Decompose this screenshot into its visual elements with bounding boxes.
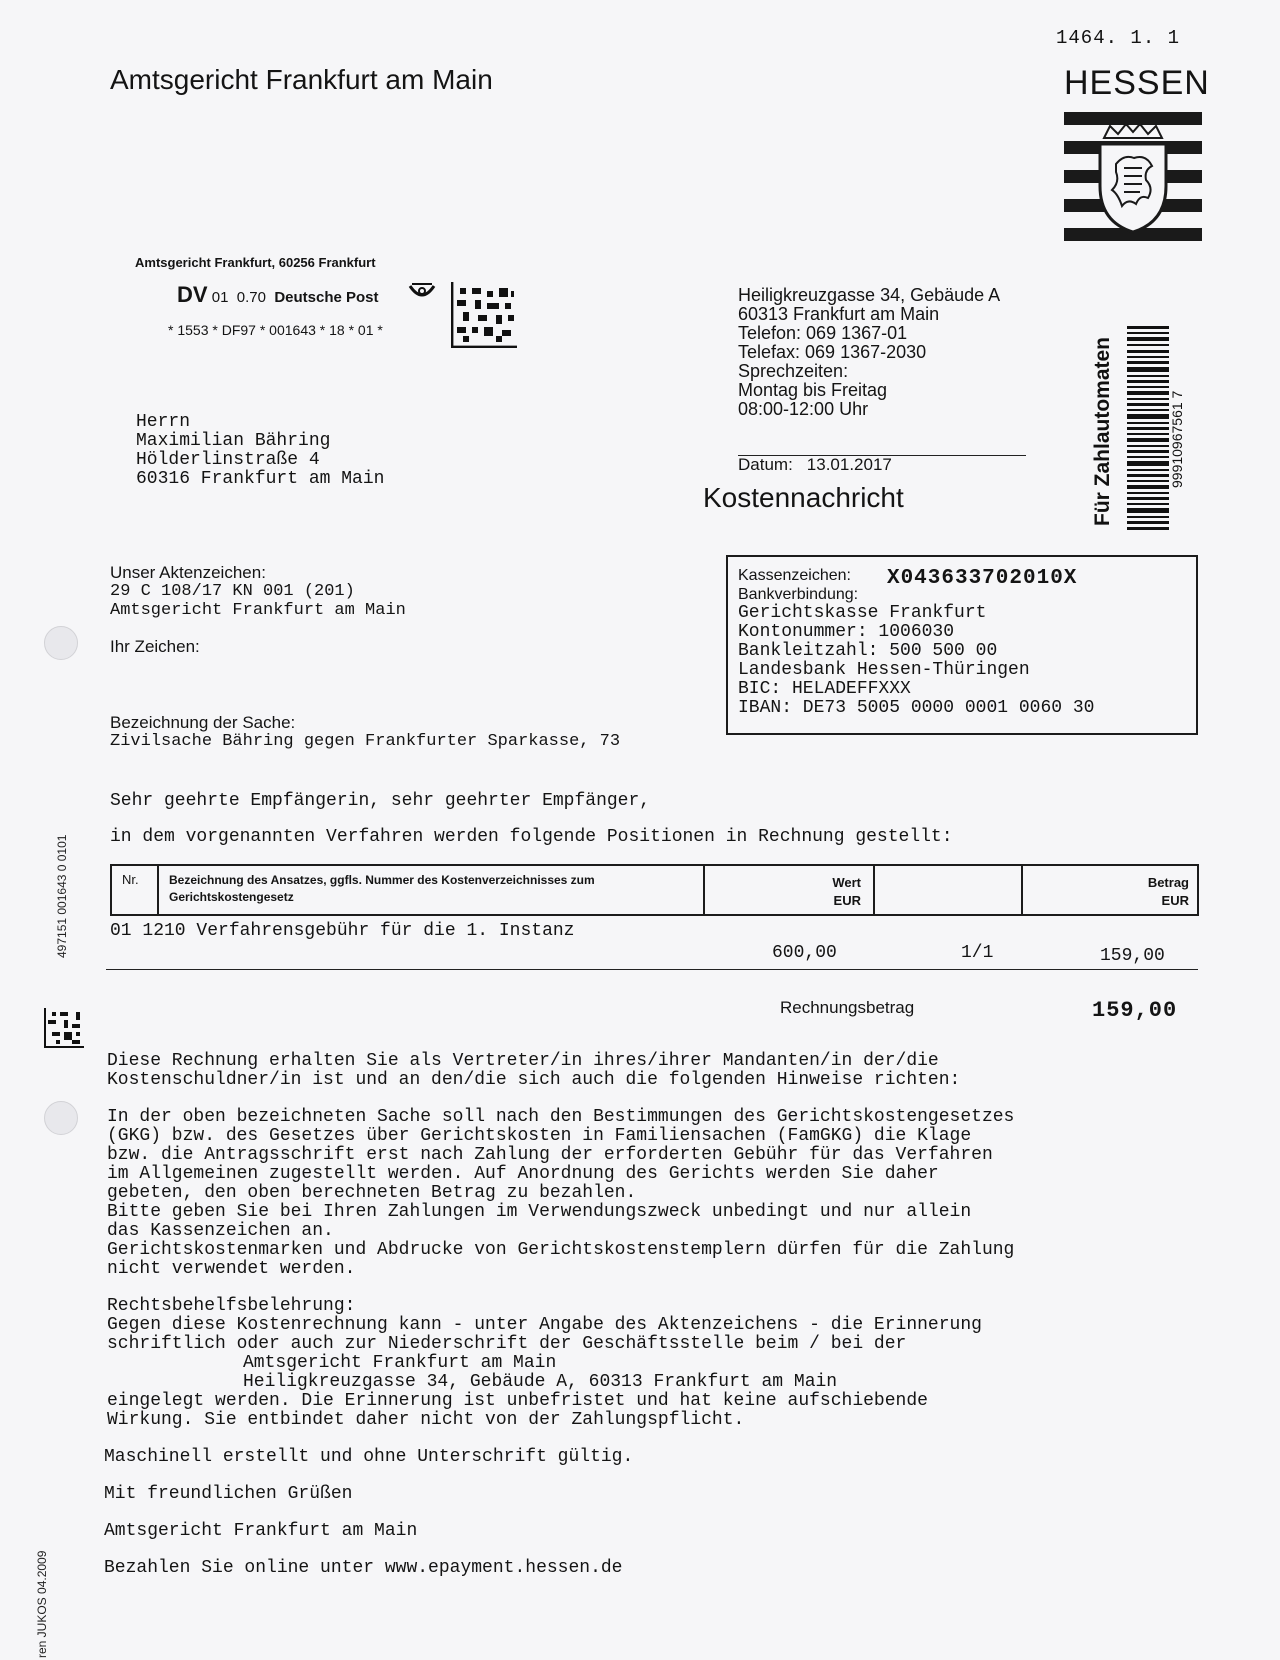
position-faktor: 1/1 bbox=[961, 943, 994, 963]
note-line: Wirkung. Sie entbindet daher nicht von der Zahlungspflicht. bbox=[107, 1410, 745, 1430]
recipient-address bbox=[136, 413, 384, 489]
notes bbox=[107, 1052, 1014, 1430]
court-address-line: Sprechzeiten: bbox=[738, 361, 849, 381]
court-heading: Amtsgericht Frankfurt am Main bbox=[110, 64, 493, 95]
your-reference-label: Ihr Zeichen: bbox=[110, 637, 200, 656]
margin-reference-text: 497151 001643 0 0101 bbox=[55, 834, 69, 958]
small-datamatrix-icon bbox=[44, 1008, 84, 1048]
kassenzeichen-label: Kassenzeichen: bbox=[738, 567, 851, 584]
position-rule bbox=[106, 969, 1198, 970]
datamatrix-code-icon bbox=[451, 282, 517, 348]
note-line: Gegen diese Kostenrechnung kann - unter Angabe des Aktenzeichens - die Erinnerung bbox=[107, 1315, 982, 1335]
matter-value: Zivilsache Bähring gegen Frankfurter Sparkasse, 73 bbox=[110, 732, 621, 751]
header-wert bbox=[705, 866, 875, 914]
note-line: nicht verwendet werden. bbox=[107, 1259, 356, 1279]
barcode-number bbox=[1168, 370, 1186, 490]
date-value: 13.01.2017 bbox=[806, 455, 892, 474]
postage-number: 01 bbox=[211, 289, 229, 306]
file-reference bbox=[110, 563, 406, 620]
kassenzeichen-value: X043633702010X bbox=[886, 567, 1078, 590]
court-address-line: Heiligkreuzgasse 34, Gebäude A bbox=[738, 285, 1001, 305]
header-betrag-label: Betrag bbox=[1147, 875, 1189, 890]
recipient-line: Hölderlinstraße 4 bbox=[136, 450, 320, 470]
total-value: 159,00 bbox=[1092, 998, 1178, 1023]
recipient-line: Herrn bbox=[136, 412, 191, 432]
post-horn-icon bbox=[408, 282, 436, 306]
total-label: Rechnungsbetrag bbox=[780, 998, 915, 1017]
document-number: 1464. 1. 1 bbox=[1056, 27, 1181, 49]
note-line: das Kassenzeichen an. bbox=[107, 1221, 334, 1241]
bank-line: Bankleitzahl: 500 500 00 bbox=[738, 641, 998, 661]
margin-form-id-text: ren JUKOS 04.2009 bbox=[35, 1550, 49, 1658]
bank-details-box bbox=[726, 555, 1198, 735]
court-address-line: 08:00-12:00 Uhr bbox=[738, 399, 869, 419]
intro-text: in dem vorgenannten Verfahren werden folgende Positionen in Rechnung gestellt: bbox=[110, 827, 953, 847]
payment-slip-label-text: Für Zahlautomaten bbox=[1091, 336, 1114, 526]
closing-line: Amtsgericht Frankfurt am Main bbox=[104, 1521, 418, 1541]
matter-label: Bezeichnung der Sache: bbox=[110, 713, 296, 732]
note-line: Rechtsbehelfsbelehrung: bbox=[107, 1296, 356, 1316]
court-address-line: 60313 Frankfurt am Main bbox=[738, 304, 940, 324]
header-wert-unit: EUR bbox=[833, 893, 861, 908]
bank-line: Landesbank Hessen-Thüringen bbox=[738, 660, 1030, 680]
greeting: Sehr geehrte Empfängerin, sehr geehrter Empfänger, bbox=[110, 791, 651, 811]
sender-return-line: Amtsgericht Frankfurt, 60256 Frankfurt bbox=[135, 255, 376, 270]
header-betrag-unit: EUR bbox=[1161, 893, 1189, 908]
note-line: gebeten, den oben berechneten Betrag zu bezahlen. bbox=[107, 1183, 637, 1203]
note-line: Gerichtskostenmarken und Abdrucke von Gerichtskostenstemplern dürfen für die Zahlung bbox=[107, 1240, 1015, 1260]
file-reference-label: Unser Aktenzeichen: bbox=[110, 563, 266, 582]
note-line: im Allgemeinen zugestellt werden. Auf Anordnung des Gerichts werden Sie daher bbox=[107, 1164, 939, 1184]
closing bbox=[104, 1447, 633, 1595]
matter bbox=[110, 713, 620, 751]
closing-line: Maschinell erstellt und ohne Unterschrift gültig. bbox=[104, 1447, 634, 1467]
position-betrag: 159,00 bbox=[1100, 946, 1165, 966]
note-line: schriftlich oder auch zur Niederschrift der Geschäftsstelle beim / bei der bbox=[107, 1334, 907, 1354]
date-row bbox=[738, 455, 892, 475]
payment-slip-label bbox=[1086, 310, 1116, 530]
bank-details bbox=[738, 604, 1196, 718]
note-line: eingelegt werden. Die Erinnerung ist unbefristet und hat keine aufschiebende bbox=[107, 1391, 928, 1411]
header-empty bbox=[875, 866, 1023, 914]
punch-hole bbox=[44, 1101, 78, 1135]
note-line: In der oben bezeichneten Sache soll nach den Bestimmungen des Gerichtskostengesetzes bbox=[107, 1107, 1015, 1127]
note-line: Diese Rechnung erhalten Sie als Vertreter/in ihres/ihrer Mandanten/in der/die bbox=[107, 1051, 939, 1071]
position-description: 01 1210 Verfahrensgebühr für die 1. Instanz bbox=[110, 921, 575, 941]
closing-line: Mit freundlichen Grüßen bbox=[104, 1484, 353, 1504]
state-logo bbox=[1064, 64, 1210, 249]
court-address bbox=[738, 286, 1000, 419]
header-nr: Nr. bbox=[112, 866, 159, 914]
bank-line: BIC: HELADEFFXXX bbox=[738, 679, 911, 699]
postage-identifier: * 1553 * DF97 * 001643 * 18 * 01 * bbox=[168, 322, 383, 338]
barcode-number-text: 99910967561 7 bbox=[1169, 390, 1185, 488]
punch-hole bbox=[44, 626, 78, 660]
note-line: Bitte geben Sie bei Ihren Zahlungen im Verwendungszweck unbedingt und nur allein bbox=[107, 1202, 972, 1222]
date-label: Datum: bbox=[738, 455, 793, 474]
bankverbindung-label: Bankverbindung: bbox=[738, 586, 859, 603]
recipient-line: Maximilian Bähring bbox=[136, 431, 331, 451]
note-line: Kostenschuldner/in ist und an den/die sich auch die folgenden Hinweise richten: bbox=[107, 1070, 961, 1090]
note-line-indented: Amtsgericht Frankfurt am Main bbox=[243, 1353, 557, 1373]
note-line-indented: Heiligkreuzgasse 34, Gebäude A, 60313 Frankfurt am Main bbox=[243, 1372, 838, 1392]
file-reference-line: 29 C 108/17 KN 001 (201) bbox=[110, 582, 355, 601]
postage-carrier: Deutsche Post bbox=[274, 289, 379, 306]
barcode-icon bbox=[1127, 326, 1169, 531]
position-wert: 600,00 bbox=[772, 943, 837, 963]
file-reference-line: Amtsgericht Frankfurt am Main bbox=[110, 601, 406, 620]
postage-amount: 0.70 bbox=[236, 289, 266, 306]
court-address-line: Telefax: 069 1367-2030 bbox=[738, 342, 927, 362]
recipient-line: 60316 Frankfurt am Main bbox=[136, 469, 385, 489]
court-address-line: Telefon: 069 1367-01 bbox=[738, 323, 908, 343]
cost-table-header bbox=[110, 864, 1199, 916]
closing-line: Bezahlen Sie online unter www.epayment.hessen.de bbox=[104, 1558, 623, 1578]
margin-reference bbox=[50, 810, 72, 960]
court-address-line: Montag bis Freitag bbox=[738, 380, 888, 400]
state-logo-title: HESSEN bbox=[1064, 64, 1210, 102]
hessen-crest-icon bbox=[1094, 124, 1172, 234]
header-wert-label: Wert bbox=[832, 875, 861, 890]
note-line: (GKG) bzw. des Gesetzes über Gerichtskosten in Familiensachen (FamGKG) die Klage bbox=[107, 1126, 972, 1146]
postage-dv: DV bbox=[177, 282, 208, 307]
bank-line: Gerichtskasse Frankfurt bbox=[738, 603, 987, 623]
bank-line: IBAN: DE73 5005 0000 0001 0060 30 bbox=[738, 698, 1095, 718]
bank-line: Kontonummer: 1006030 bbox=[738, 622, 955, 642]
postage-imprint bbox=[177, 282, 379, 308]
header-description: Bezeichnung des Ansatzes, ggfls. Nummer des Kostenverzeichnisses zum Gerichtskostengesetz bbox=[159, 866, 705, 914]
note-line: bzw. die Antragsschrift erst nach Zahlung der erforderten Gebühr für das Verfahren bbox=[107, 1145, 993, 1165]
document-title: Kostennachricht bbox=[703, 482, 904, 513]
header-betrag bbox=[1023, 866, 1197, 914]
margin-form-id bbox=[30, 1525, 52, 1660]
